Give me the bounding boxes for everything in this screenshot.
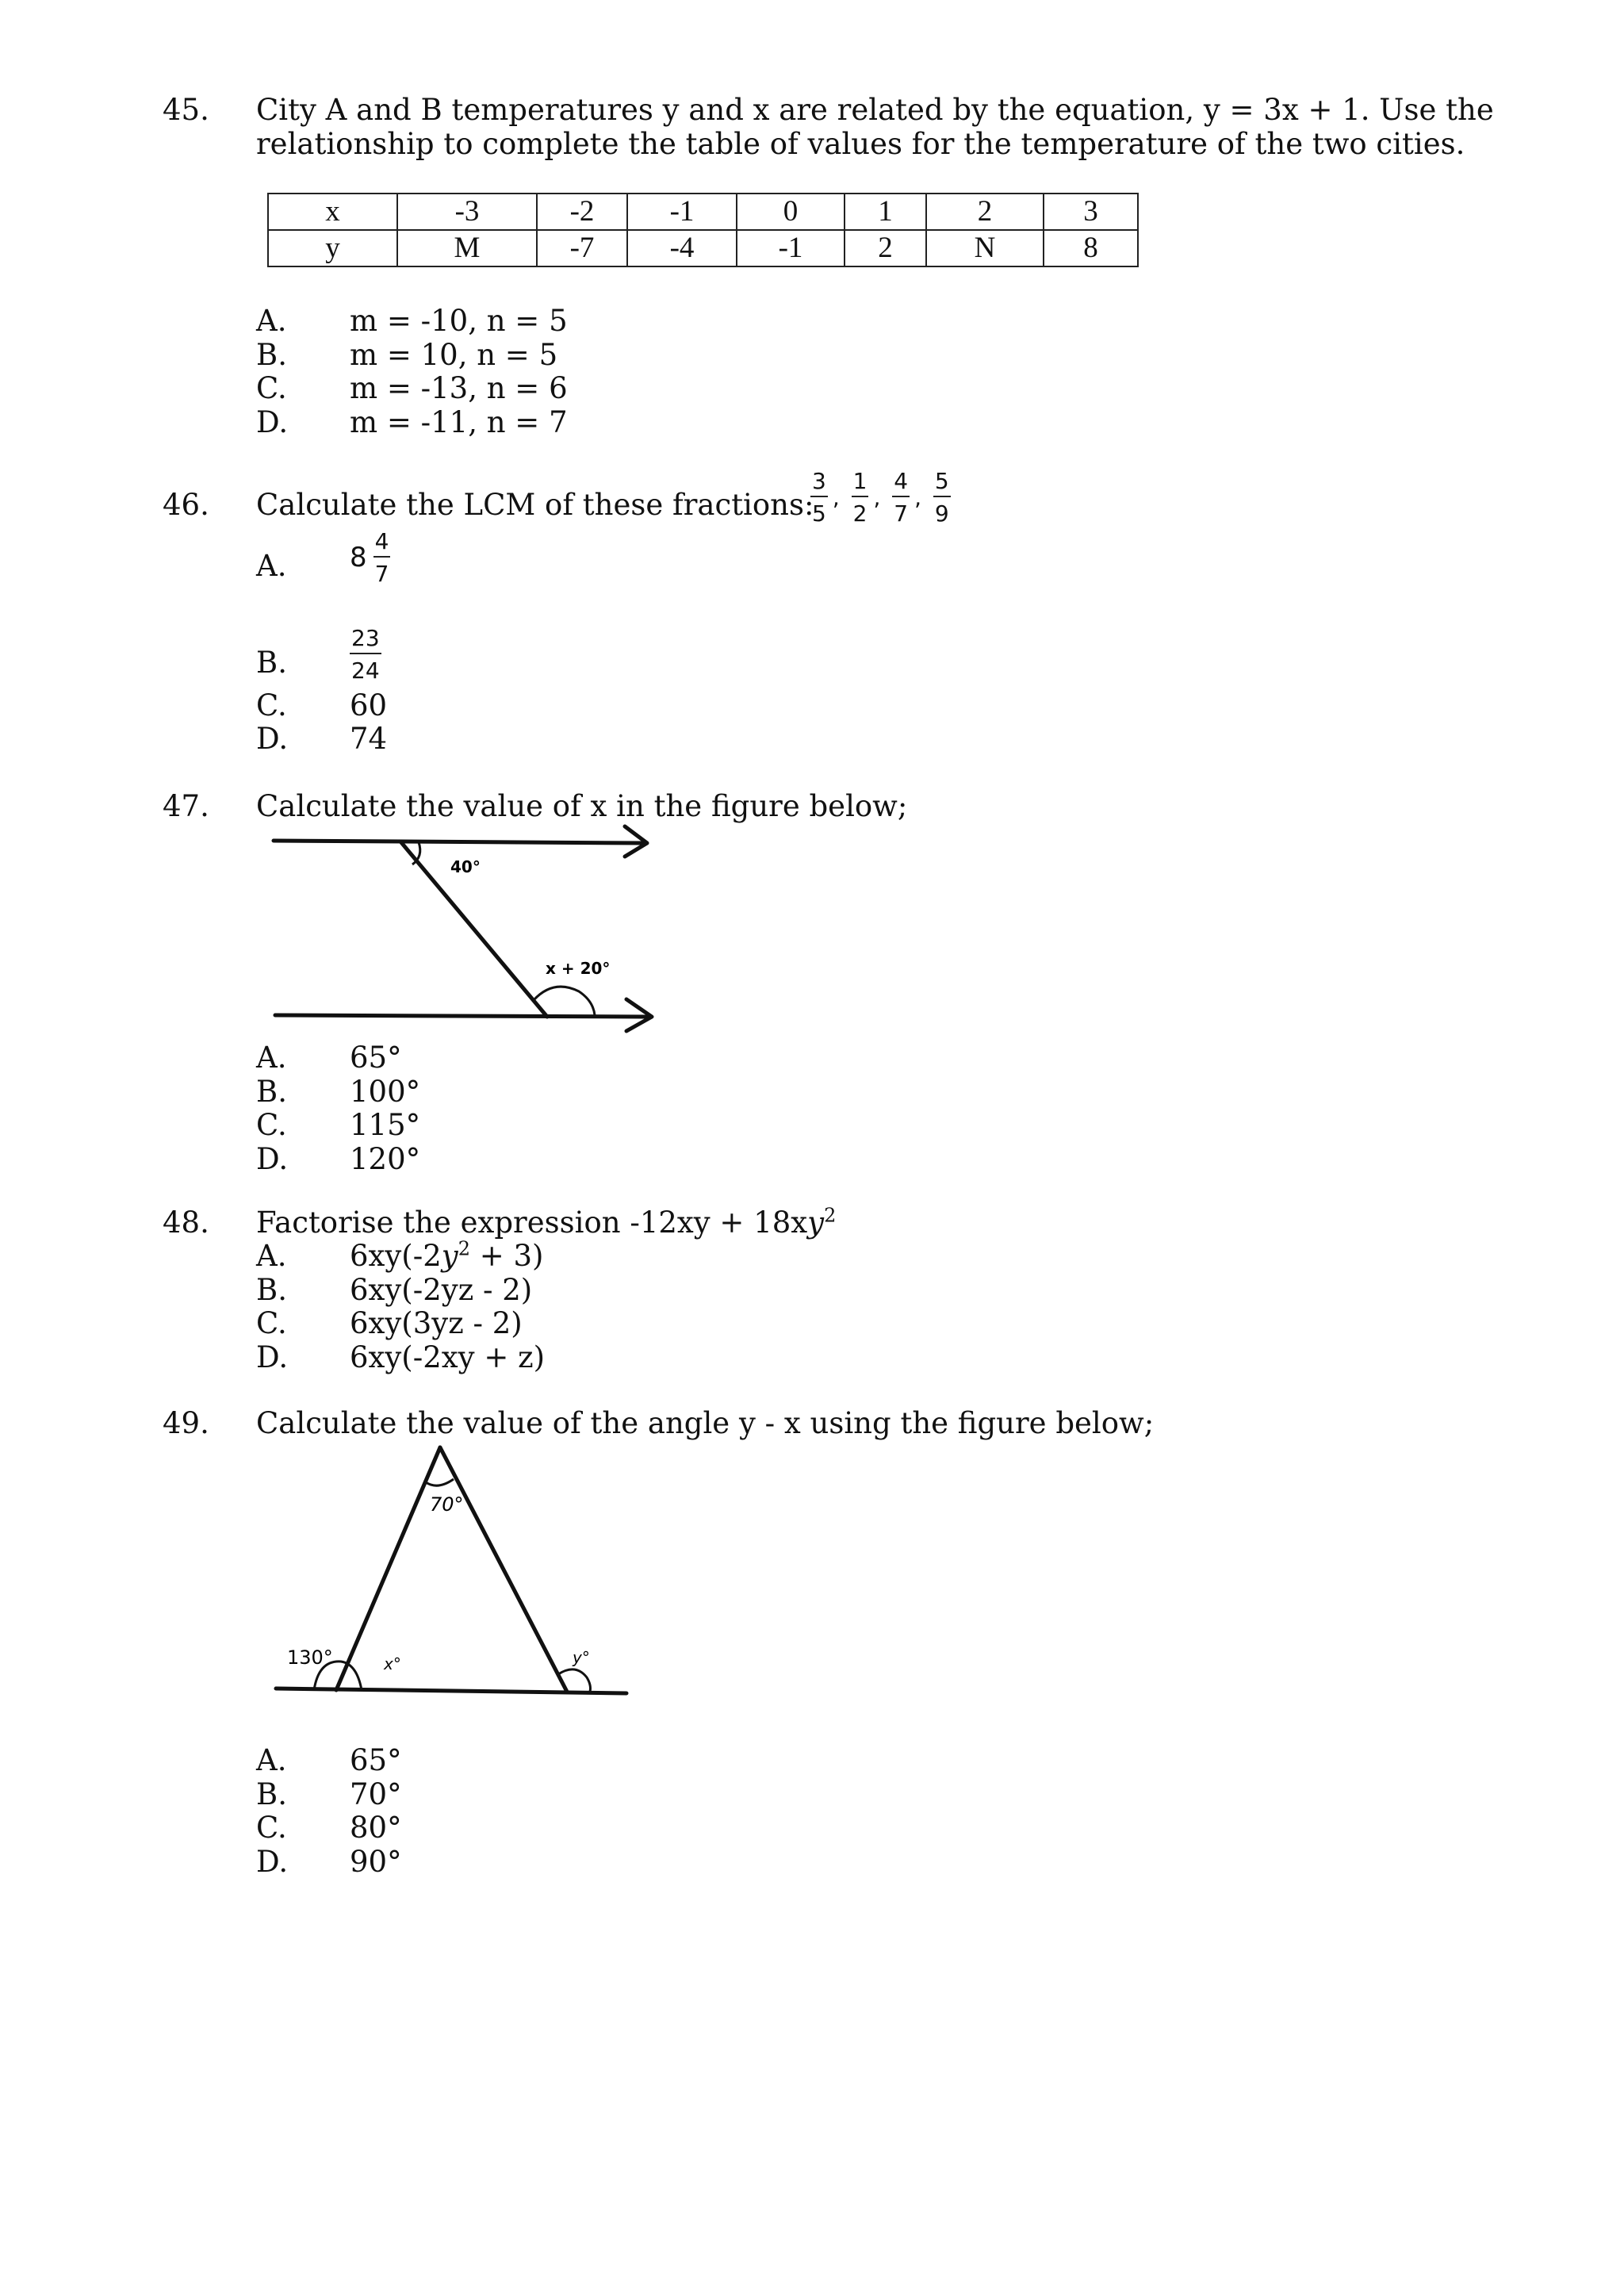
- q46-fraction-list: [810, 470, 951, 526]
- q46-option-d[interactable]: [256, 722, 387, 756]
- option-letter: A.: [256, 1743, 287, 1777]
- option-letter: C.: [256, 1108, 287, 1142]
- table-cell: 2: [926, 194, 1044, 230]
- option-letter: C.: [256, 1811, 287, 1845]
- fraction: [810, 470, 828, 526]
- option-letter: B.: [256, 1075, 287, 1109]
- fraction: [350, 627, 381, 683]
- fraction-numerator: 23: [350, 627, 381, 654]
- fraction: [852, 470, 869, 526]
- q46-option-c[interactable]: [256, 688, 387, 723]
- fraction-denominator: 9: [934, 500, 949, 527]
- q45-option-b[interactable]: [256, 338, 557, 372]
- table-cell: y: [268, 230, 397, 266]
- fraction: [373, 530, 391, 586]
- triangle-base-line: [276, 1688, 626, 1693]
- angle-label-apex: 70°: [430, 1493, 464, 1516]
- q45-option-a[interactable]: [256, 304, 568, 338]
- upper-parallel-line: [274, 841, 642, 843]
- q45-text-line2: relationship to complete the table of values for the temperature of the two cities.: [256, 127, 1465, 161]
- table-cell: 3: [1044, 194, 1138, 230]
- option-letter: C.: [256, 1306, 287, 1340]
- option-text: 6xy(-2yz - 2): [350, 1273, 533, 1307]
- option-text: m = -13, n = 6: [350, 371, 568, 405]
- q47-option-c[interactable]: [256, 1108, 420, 1142]
- q48-text-main: Factorise the expression -12xy + 18x: [256, 1205, 808, 1240]
- option-text: m = -11, n = 7: [350, 405, 568, 439]
- fraction-separator: ,: [914, 485, 922, 511]
- q47-option-a[interactable]: [256, 1041, 402, 1075]
- q47-number: 47.: [163, 789, 209, 823]
- table-cell: M: [397, 230, 537, 266]
- q45-text-line1: City A and B temperatures y and x are related by the equation, y = 3x + 1. Use the: [256, 93, 1494, 127]
- q49-option-a[interactable]: [256, 1743, 402, 1777]
- fraction-numerator: 1: [852, 470, 869, 497]
- q49-triangle-figure: [262, 1439, 634, 1713]
- table-cell: -1: [737, 230, 845, 266]
- q45-values-table: [267, 193, 1139, 267]
- fraction-numerator: 3: [810, 470, 828, 497]
- angle-label-top: 40°: [450, 857, 481, 876]
- option-text: 115°: [350, 1108, 421, 1142]
- option-letter: B.: [256, 646, 287, 680]
- q45-number: 45.: [163, 93, 209, 127]
- angle-label-x: x°: [384, 1654, 401, 1673]
- q48-text: [256, 1205, 836, 1240]
- angle-arc-apex: [426, 1479, 454, 1485]
- q49-option-b[interactable]: [256, 1777, 402, 1811]
- fraction-separator: ,: [873, 485, 881, 511]
- option-text-pre: 6xy(-2: [350, 1239, 442, 1273]
- q48-option-c[interactable]: [256, 1306, 523, 1340]
- q46-option-b-value[interactable]: [350, 627, 381, 683]
- option-text-var: y: [441, 1239, 458, 1273]
- table-cell: -2: [537, 194, 627, 230]
- fraction-denominator: 24: [351, 657, 380, 684]
- option-letter: A.: [256, 304, 287, 338]
- q49-text: Calculate the value of the angle y - x using the figure below;: [256, 1406, 1155, 1440]
- q49-option-c[interactable]: [256, 1811, 402, 1845]
- option-text: 6xy(-2xy + z): [350, 1340, 546, 1374]
- q46-option-b-letter[interactable]: [256, 646, 350, 680]
- fraction-numerator: 5: [933, 470, 951, 497]
- table-cell: 8: [1044, 230, 1138, 266]
- fraction-denominator: 7: [894, 500, 909, 527]
- option-text: m = -10, n = 5: [350, 304, 568, 338]
- fraction-denominator: 2: [852, 500, 868, 527]
- option-letter: B.: [256, 338, 287, 372]
- option-letter: B.: [256, 1777, 287, 1811]
- q46-number: 46.: [163, 488, 209, 522]
- q47-text: Calculate the value of x in the figure below;: [256, 789, 908, 823]
- option-text: 100°: [350, 1075, 421, 1109]
- option-text: 6xy(3yz - 2): [350, 1306, 523, 1340]
- q45-option-c[interactable]: [256, 371, 568, 405]
- q47-option-b[interactable]: [256, 1075, 420, 1109]
- table-row-x: [268, 194, 1138, 230]
- fraction: [933, 470, 951, 526]
- lower-parallel-line: [275, 1015, 646, 1017]
- option-text: 80°: [350, 1811, 402, 1845]
- option-letter: D.: [256, 405, 289, 439]
- fraction: [892, 470, 910, 526]
- table-cell: N: [926, 230, 1044, 266]
- q46-text: Calculate the LCM of these fractions:: [256, 488, 814, 522]
- option-letter: C.: [256, 371, 287, 405]
- option-letter: D.: [256, 1340, 289, 1374]
- q47-option-d[interactable]: [256, 1142, 420, 1176]
- option-letter: D.: [256, 722, 289, 756]
- option-text: 90°: [350, 1845, 402, 1879]
- option-text: 74: [350, 722, 388, 756]
- table-row-y: [268, 230, 1138, 266]
- q48-text-sup: 2: [824, 1204, 837, 1227]
- table-cell: -4: [627, 230, 737, 266]
- option-letter: A.: [256, 549, 287, 583]
- option-letter: A.: [256, 1041, 287, 1075]
- table-cell: x: [268, 194, 397, 230]
- q48-option-d[interactable]: [256, 1340, 545, 1374]
- table-cell: 2: [845, 230, 926, 266]
- triangle-right-side: [440, 1447, 567, 1692]
- fraction-numerator: 4: [892, 470, 910, 497]
- fraction-denominator: 5: [812, 500, 826, 527]
- option-letter: D.: [256, 1845, 289, 1879]
- table-cell: -7: [537, 230, 627, 266]
- q45-option-d[interactable]: [256, 405, 568, 439]
- option-text-sup: 2: [458, 1237, 470, 1260]
- fraction-separator: ,: [832, 485, 840, 511]
- option-letter: B.: [256, 1273, 287, 1307]
- fraction-denominator: 7: [374, 561, 389, 587]
- option-text: 65°: [350, 1743, 402, 1777]
- angle-label-130: 130°: [287, 1646, 333, 1669]
- option-text: 65°: [350, 1041, 402, 1075]
- q48-text-var: y: [807, 1205, 825, 1240]
- fraction-numerator: 4: [373, 530, 391, 558]
- option-letter: D.: [256, 1142, 289, 1176]
- option-text: 120°: [350, 1142, 421, 1176]
- q48-number: 48.: [163, 1205, 209, 1240]
- option-letter: A.: [256, 1239, 287, 1273]
- q48-option-b[interactable]: [256, 1273, 532, 1307]
- option-letter: C.: [256, 688, 287, 723]
- option-text-post: + 3): [469, 1239, 544, 1273]
- table-cell: 1: [845, 194, 926, 230]
- table-cell: -3: [397, 194, 537, 230]
- angle-label-bottom: x + 20°: [546, 959, 611, 978]
- q47-parallel-lines-figure: [262, 817, 674, 1039]
- angle-label-y: y°: [573, 1648, 590, 1667]
- option-text: 60: [350, 688, 388, 723]
- q49-option-d[interactable]: [256, 1845, 402, 1879]
- q49-number: 49.: [163, 1406, 209, 1440]
- q48-option-a[interactable]: [256, 1239, 543, 1273]
- table-cell: 0: [737, 194, 845, 230]
- option-text: m = 10, n = 5: [350, 338, 558, 372]
- mixed-whole: 8: [350, 542, 367, 573]
- option-text: 70°: [350, 1777, 402, 1811]
- q46-option-a-value[interactable]: [350, 530, 390, 586]
- q46-option-a-letter[interactable]: [256, 549, 350, 583]
- table-cell: -1: [627, 194, 737, 230]
